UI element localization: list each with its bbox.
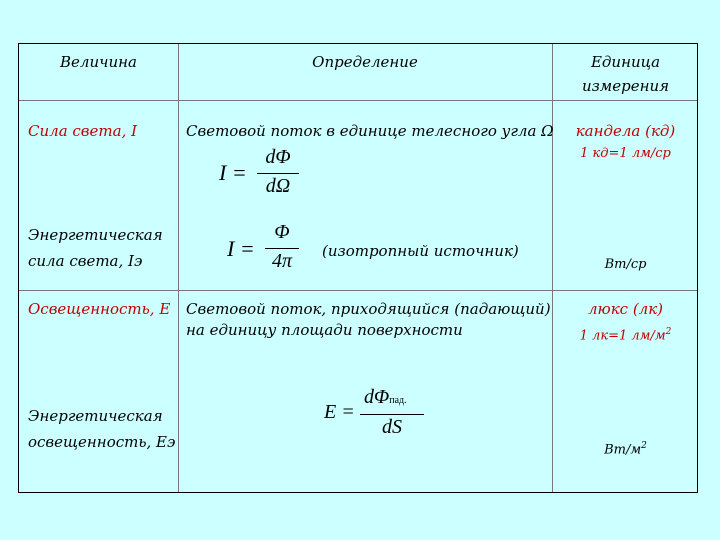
formula-denominator: dS: [382, 416, 402, 438]
unit-lux-relation-base: 1 лк=1 лм/м: [579, 328, 666, 344]
column-divider: [178, 44, 179, 492]
quantity-energetic-intensity-line2: сила света, Iэ: [28, 252, 143, 270]
formula-energetic-intensity: [227, 220, 317, 280]
quantity-luminous-intensity: Сила света, I: [28, 122, 138, 140]
quantities-table: [18, 43, 698, 493]
unit-watt-per-steradian: Вт/ср: [604, 257, 647, 272]
formula-numerator-subscript: пад.: [389, 395, 407, 406]
unit-lux: люкс (лк): [587, 300, 664, 318]
formula-denominator: dΩ: [265, 175, 291, 197]
header-unit-line1: Единица: [590, 53, 661, 71]
formula-denominator: 4π: [271, 250, 293, 272]
row-divider: [19, 290, 697, 291]
unit-lux-relation-exponent: 2: [665, 327, 672, 337]
header-quantity: Величина: [60, 53, 137, 71]
row-divider: [19, 100, 697, 101]
formula-lhs: E =: [324, 401, 355, 423]
definition-illuminance-line2: на единицу площади поверхности: [186, 321, 463, 339]
header-unit-line2: измерения: [581, 77, 670, 95]
formula-illuminance: [324, 384, 434, 444]
unit-candela: кандела (кд): [575, 122, 676, 140]
definition-illuminance-line1: Световой поток, приходящийся (падающий): [186, 300, 551, 318]
unit-watt-per-square-meter-exponent: 2: [641, 441, 647, 451]
definition-luminous-intensity: Световой поток в единице телесного угла Ω: [186, 122, 554, 140]
quantity-illuminance: Освещенность, E: [28, 300, 171, 318]
unit-candela-relation: 1 кд=1 лм/ср: [580, 146, 671, 161]
fraction-bar: [360, 414, 424, 415]
formula-lhs: I =: [219, 160, 247, 185]
quantity-energetic-intensity-line1: Энергетическая: [28, 226, 163, 244]
formula-numerator-main: dΦ: [364, 386, 390, 408]
formula-numerator: [360, 386, 428, 409]
quantity-energetic-illuminance-line2: освещенность, Eэ: [28, 433, 176, 451]
unit-watt-per-square-meter-base: Вт/м: [604, 442, 642, 458]
fraction-bar: [257, 173, 299, 174]
note-isotropic-source: (изотропный источник): [322, 242, 519, 260]
unit-watt-per-square-meter: [552, 435, 699, 461]
formula-lhs: I =: [227, 236, 255, 261]
formula-numerator: Φ: [274, 221, 290, 243]
quantity-energetic-illuminance-line1: Энергетическая: [28, 407, 163, 425]
formula-numerator: dΦ: [265, 146, 291, 168]
formula-luminous-intensity: [219, 144, 339, 204]
fraction-bar: [265, 248, 299, 249]
header-definition: Определение: [312, 53, 418, 71]
unit-lux-relation: [552, 321, 699, 347]
